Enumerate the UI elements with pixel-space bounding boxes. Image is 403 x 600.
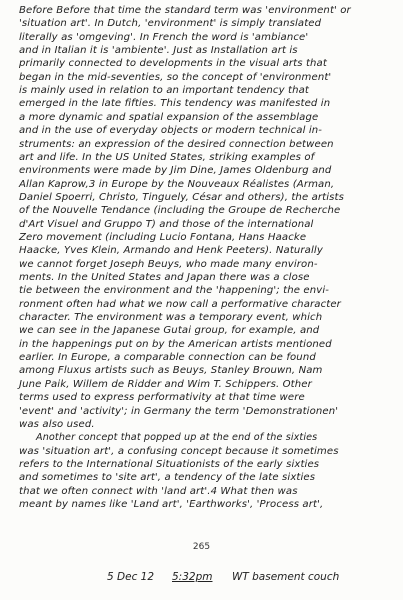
text-line: ronment often had what we now call a performative character <box>19 298 341 310</box>
text-line: was 'situation art', a confusing concept because it sometimes <box>19 445 339 457</box>
text-line: that we often connect with 'land art'.4 What then was <box>19 485 298 497</box>
text-line: Zero movement (including Lucio Fontana, Hans Haacke <box>19 231 307 243</box>
text-line: tie between the environment and the 'happening'; the envi- <box>19 285 330 297</box>
page-number: 265 <box>192 542 211 552</box>
footer-date: 5 Dec 12 <box>107 571 155 583</box>
text-line: struments: an expression of the desired connection between <box>19 138 334 150</box>
text-line: is mainly used in relation to an important tendency that <box>19 85 310 97</box>
footer-place: WT basement couch <box>232 571 340 583</box>
text-line: we cannot forget Joseph Beuys, who made many environ- <box>19 258 318 270</box>
text-line: Allan Kaprow,3 in Europe by the Nouveaux Réalistes (Arman, <box>19 178 335 190</box>
text-line: refers to the International Situationists of the early sixties <box>19 458 320 470</box>
text-line: Haacke, Yves Klein, Armando and Henk Peeters). Naturally <box>19 245 323 257</box>
text-line: earlier. In Europe, a comparable connection can be found <box>19 352 316 364</box>
text-line: primarily connected to developments in the visual arts that <box>19 58 327 70</box>
text-line: we can see in the Japanese Gutai group, for example, and <box>19 325 320 337</box>
text-line: art and life. In the US United States, striking examples of <box>19 151 315 163</box>
text-line: ments. In the United States and Japan there was a close <box>19 272 310 283</box>
text-line: 'event' and 'activity'; in Germany the term 'Demonstrationen' <box>19 405 339 417</box>
text-line: in the happenings put on by the American artists mentioned <box>19 338 332 350</box>
text-line: among Fluxus artists such as Beuys, Stanley Brouwn, Nam <box>19 365 323 377</box>
text-line: environments were made by Jim Dine, James Oldenburg and <box>19 165 332 177</box>
text-line: Before Before that time the standard term was 'environment' or <box>19 5 351 16</box>
text-line: Another concept that popped up at the end of the sixties <box>36 432 318 444</box>
text-line: literally as 'omgeving'. In French the word is 'ambiance' <box>19 31 309 43</box>
text-line: and in Italian it is 'ambiente'. Just as Installation art is <box>19 45 298 57</box>
text-line: emerged in the late fifties. This tendency was manifested in <box>19 98 331 110</box>
text-line: character. The environment was a temporary event, which <box>19 312 323 324</box>
text-line: meant by names like 'Land art', 'Earthworks', 'Process art', <box>19 498 324 510</box>
text-line: and in the use of everyday objects or modern technical in- <box>19 125 323 137</box>
text-line: was also used. <box>19 418 95 430</box>
text-line: June Paik, Willem de Ridder and Wim T. Schippers. Other <box>19 378 312 390</box>
text-line: a more dynamic and spatial expansion of the assemblage <box>19 111 319 123</box>
text-line: d'Art Visuel and Gruppo T) and those of the international <box>19 218 314 230</box>
footer-time: 5:32pm <box>172 571 213 583</box>
text-line: of the Nouvelle Tendance (including the Groupe de Recherche <box>19 205 341 217</box>
text-line: Daniel Spoerri, Christo, Tinguely, César and others), the artists <box>19 191 345 203</box>
text-line: and sometimes to 'site art', a tendency of the late sixties <box>19 472 316 484</box>
text-line: 'situation art'. In Dutch, 'environment' is simply translated <box>19 18 322 30</box>
text-line: terms used to express performativity at that time were <box>19 392 305 404</box>
text-line: began in the mid-seventies, so the concept of 'environment' <box>19 71 332 83</box>
